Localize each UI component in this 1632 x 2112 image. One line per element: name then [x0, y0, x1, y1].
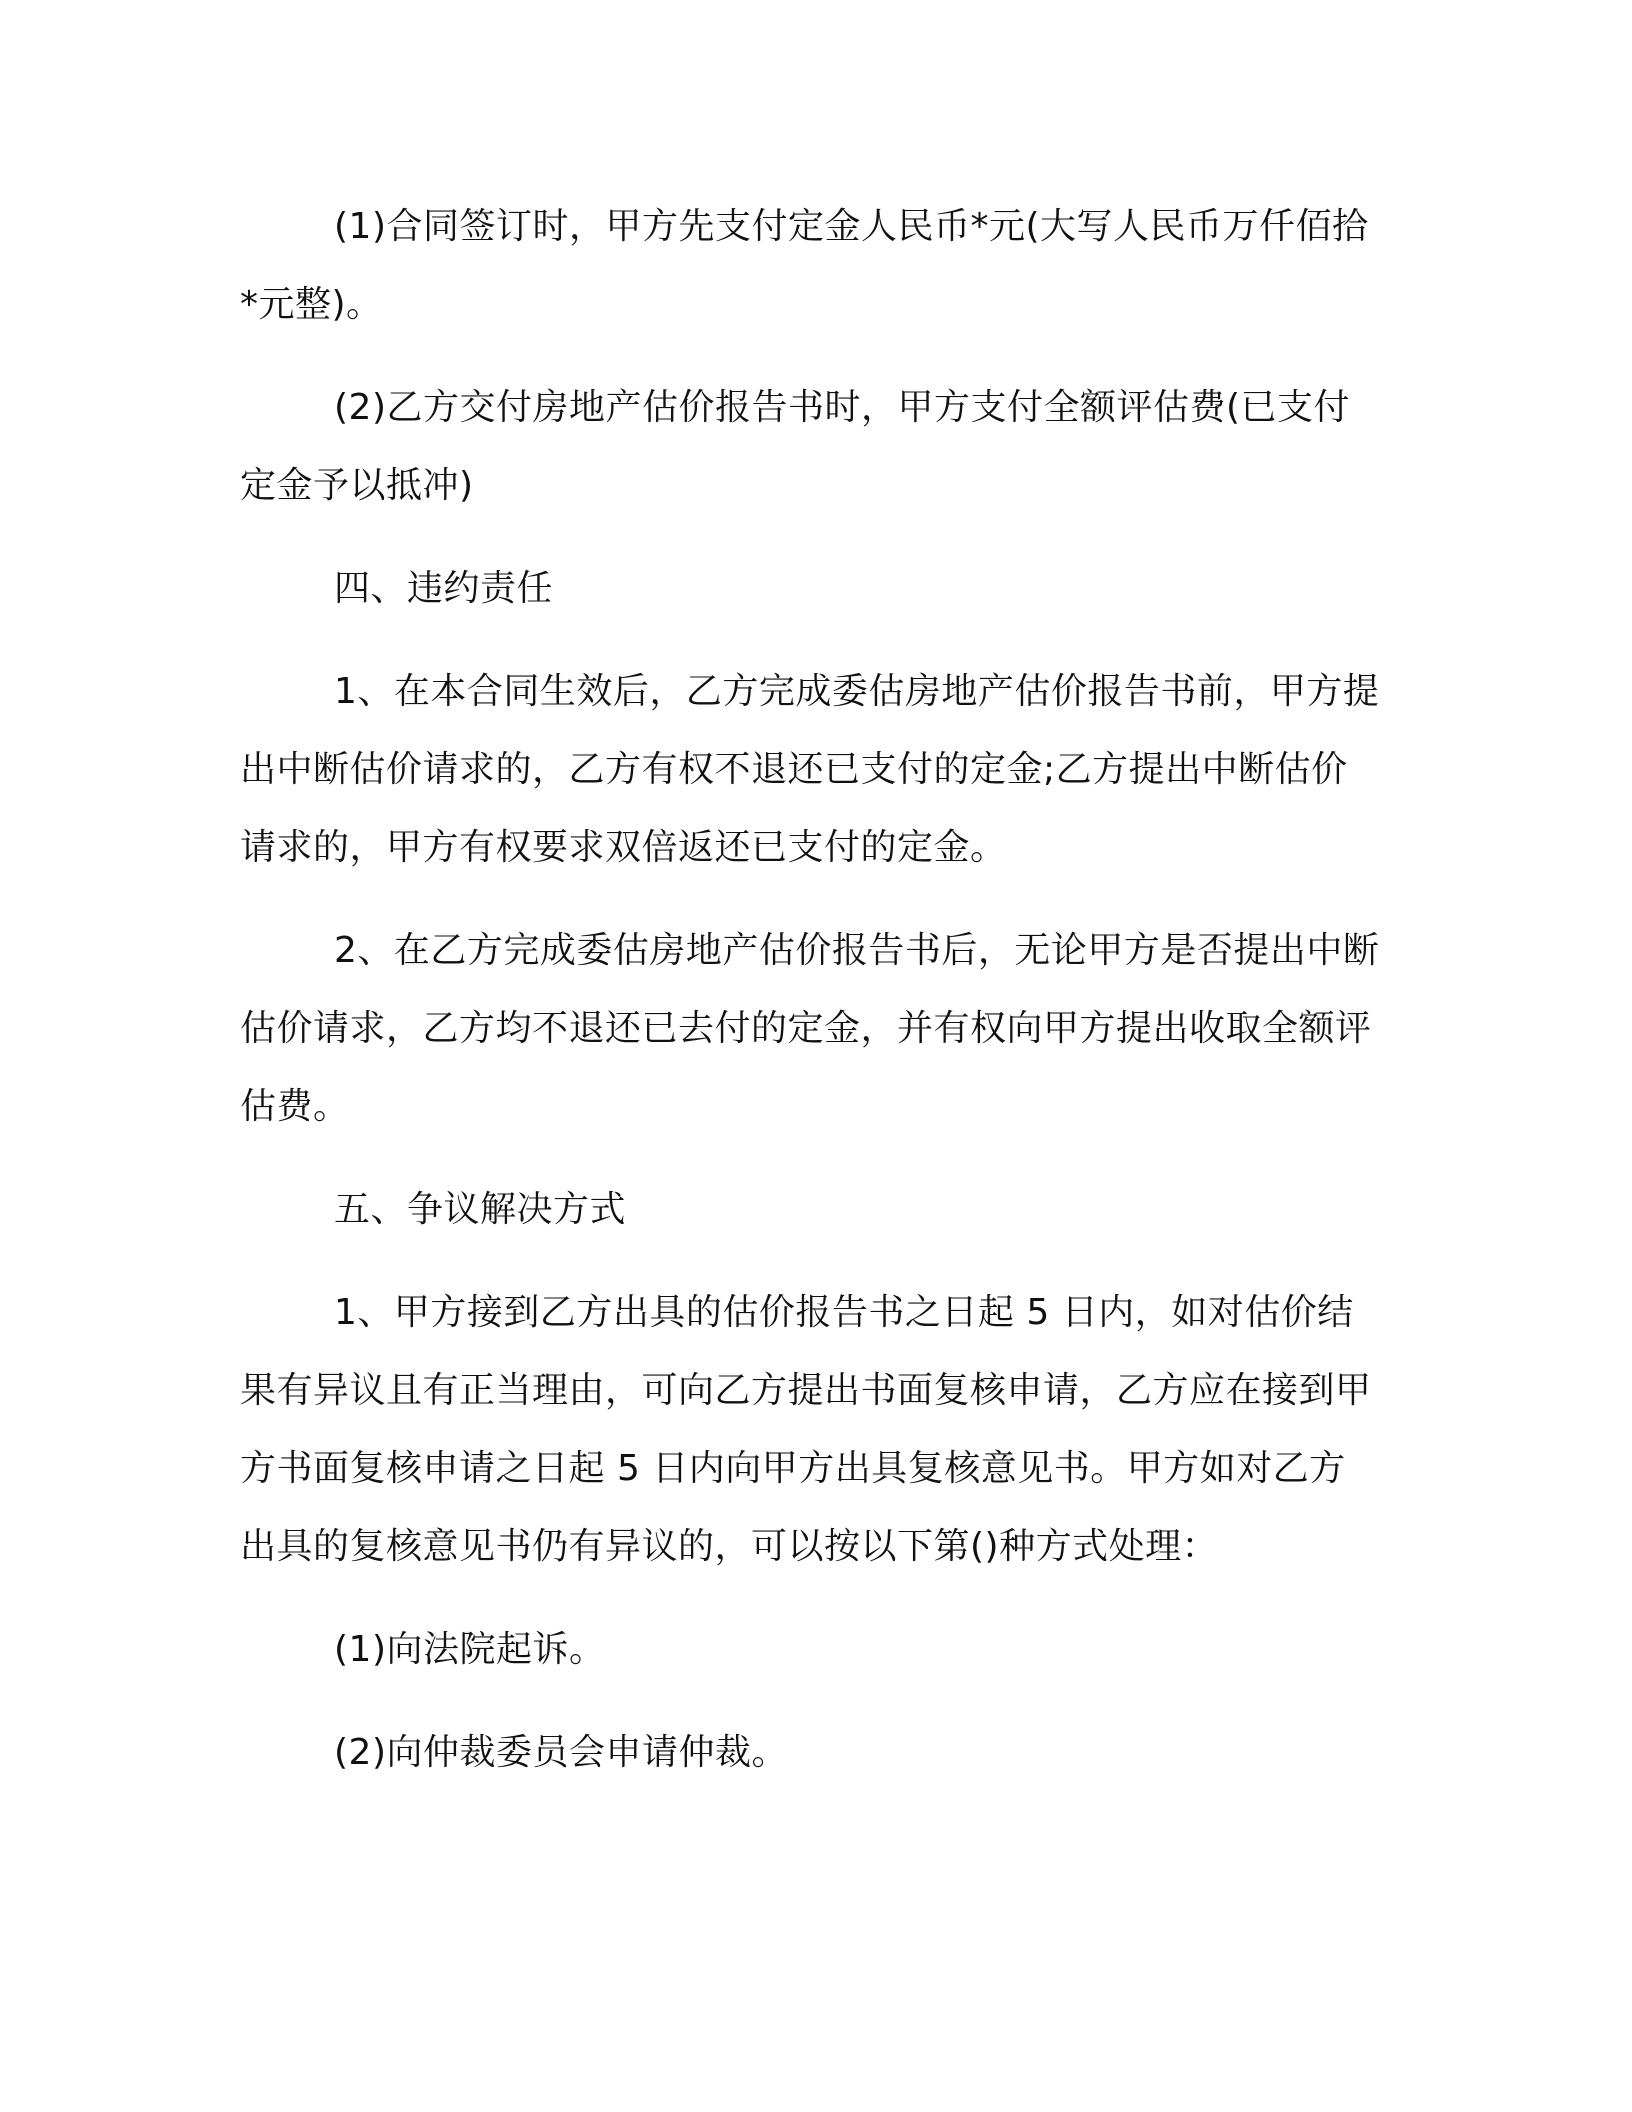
dispute-option-1: (1)向法院起诉。	[334, 1629, 606, 1670]
dispute-clause-1: 1、甲方接到乙方出具的估价报告书之日起 5 日内，如对估价结果有异议且有正当理由，可向乙方提出书面复核申请，乙方应在接到甲方书面复核申请之日起 5 日内向甲方出具复核意见书。甲方如对乙方出具的复核意见书仍有异议的，可以按以下第()种方式处理：	[240, 1292, 1372, 1567]
breach-clause-1: 1、在本合同生效后，乙方完成委估房地产估价报告书前，甲方提出中断估价请求的，乙方有权不退还已支付的定金;乙方提出中断估价请求的，甲方有权要求双倍返还已支付的定金。	[240, 671, 1380, 868]
payment-clause-2: (2)乙方交付房地产估价报告书时，甲方支付全额评估费(已支付定金予以抵冲)	[240, 387, 1351, 506]
payment-clause-1: (1)合同签订时，甲方先支付定金人民币*元(大写人民币万仟佰拾*元整)。	[240, 206, 1369, 325]
breach-clause-2: 2、在乙方完成委估房地产估价报告书后，无论甲方是否提出中断估价请求，乙方均不退还已去付的定金，并有权向甲方提出收取全额评估费。	[240, 930, 1380, 1127]
document-body	[240, 188, 1380, 1817]
section-heading-dispute: 五、争议解决方式	[334, 1189, 627, 1230]
section-heading-breach: 四、违约责任	[334, 568, 554, 609]
dispute-option-2: (2)向仲裁委员会申请仲裁。	[334, 1732, 788, 1773]
